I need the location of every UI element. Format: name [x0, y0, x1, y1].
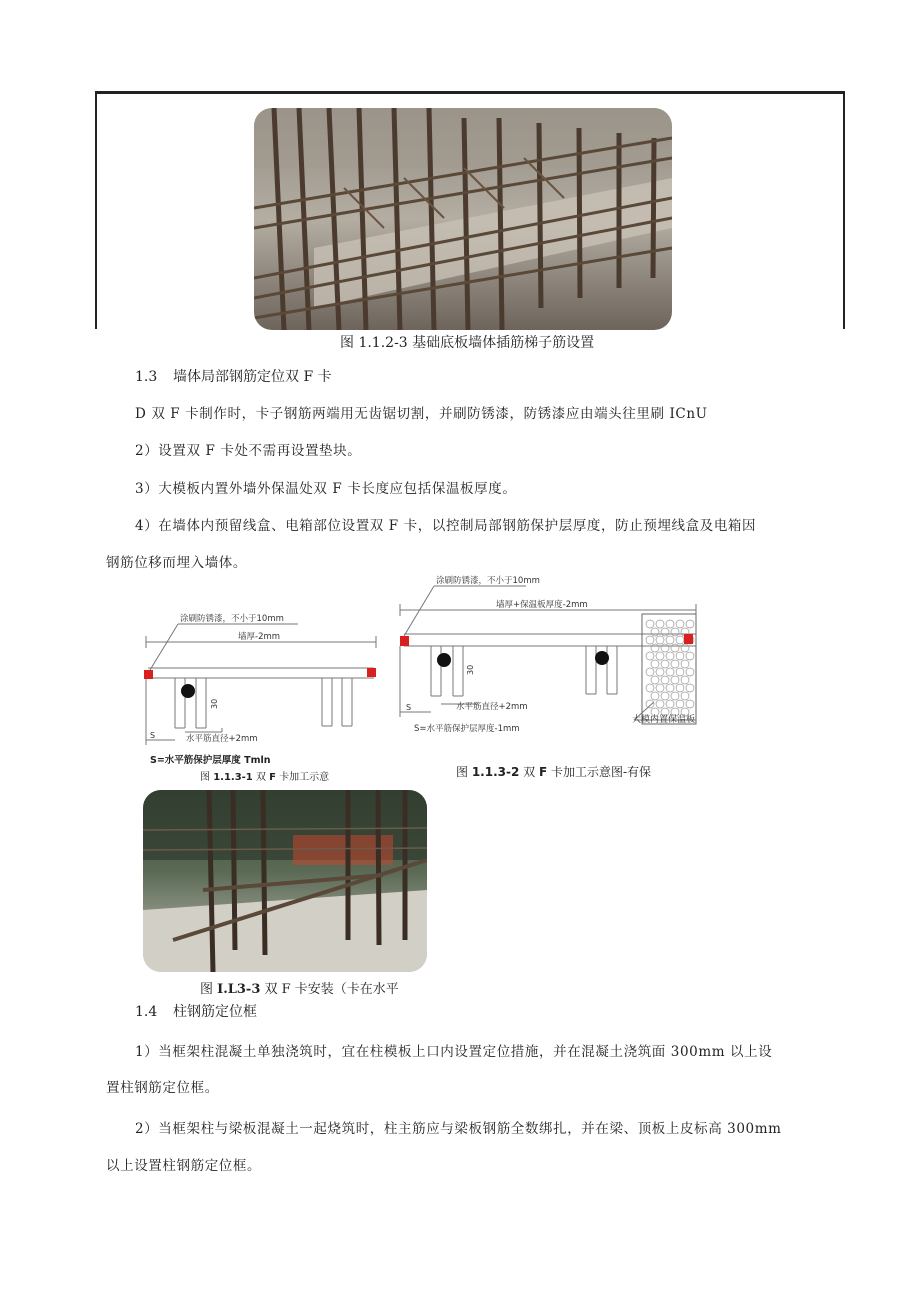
diagram-left-caption-prefix: 图: [200, 772, 214, 783]
figure3-caption: [200, 978, 399, 997]
diagram-left-svg: [138, 600, 388, 750]
diagram-right-label-note: S=水平筋保护层厚度-1mm: [414, 724, 520, 734]
diagram-left-label-30: 30: [210, 698, 219, 709]
section-1-4-number: 1.4: [135, 1004, 158, 1020]
section-1-4-line-2: 置柱钢筋定位框。: [106, 1080, 219, 1096]
diagram-left-label-s: S: [150, 731, 156, 740]
section-1-4-line-3: 2）当框架柱与梁板混凝土一起烧筑时，柱主筋应与梁板钢筋全数绑扎，并在梁、顶板上皮标高 300mm: [135, 1121, 782, 1137]
diagram-right-caption: [456, 763, 651, 780]
section-1-4-heading: [135, 1001, 257, 1021]
diagram-left-marker-right: [367, 668, 376, 677]
diagram-left-marker-left: [144, 670, 153, 679]
section-1-4-title: 柱钢筋定位框: [173, 1004, 257, 1020]
section-1-3-item-2: 2）设置双 F 卡处不需再设置垫块。: [135, 443, 362, 459]
photo-double-f-install: [143, 790, 427, 972]
diagram-right-label-insul: 大模内置保温板: [632, 715, 696, 725]
diagram-right-marker-right: [684, 634, 693, 644]
diagram-left-rebar: [181, 684, 195, 698]
photo-ladder-rebar-image: [254, 108, 672, 330]
diagram-right-rebar-right: [595, 651, 609, 665]
section-1-3-title: 墙体局部钢筋定位双 F 卡: [173, 369, 332, 385]
diagram-right: [396, 572, 726, 744]
section-1-3-heading: [135, 366, 332, 386]
diagram-right-caption-f: F: [538, 765, 548, 779]
diagram-left-label-rebar: 水平筋直径+2mm: [186, 734, 258, 744]
diagram-right-caption-prefix: 图: [456, 765, 472, 779]
diagram-left-caption-f: F: [269, 772, 276, 783]
diagram-right-caption-rest: 卡加工示意图-有保: [547, 765, 652, 779]
diagram-left-caption: [200, 768, 329, 783]
section-1-4-line-1: 1）当框架柱混凝土单独浇筑时，宜在柱模板上口内设置定位措施，并在混凝土浇筑面 300mm 以上设: [135, 1044, 773, 1060]
section-1-3-item-3: 3）大模板内置外墙外保温处双 F 卡长度应包括保温板厚度。: [135, 481, 517, 497]
photo-double-f-install-image: [143, 790, 427, 972]
diagram-right-label-s: S: [406, 703, 412, 712]
section-1-3-item-4: 4）在墙体内预留线盒、电箱部位设置双 F 卡，以控制局部钢筋保护层厚度，防止预埋线盒及电箱因: [135, 518, 757, 534]
photo-ladder-rebar: [254, 108, 672, 330]
diagram-left-label-paint: 涂刷防锈漆，不小于10mm: [180, 614, 284, 624]
diagram-right-caption-mid: 双: [519, 765, 539, 779]
figure1-caption: 图 1.1.2-3 基础底板墙体插筋梯子筋设置: [340, 335, 595, 351]
section-1-3-item-4-cont: 钢筋位移而埋入墙体。: [106, 555, 247, 571]
diagram-right-label-rebar: 水平筋直径+2mm: [456, 702, 528, 712]
diagram-left-caption-num: 1.1.3-1: [213, 772, 253, 783]
diagram-right-label-30: 30: [466, 664, 475, 675]
diagram-left-label-wall: 墙厚-2mm: [238, 632, 281, 642]
diagram-left-note: S=水平筋保护层厚度 Tmln: [150, 755, 271, 766]
diagram-right-svg: [396, 572, 726, 744]
figure3-caption-rest: 双 F 卡安装（卡在水平: [260, 982, 399, 997]
figure3-caption-num: I.L3-3: [217, 982, 261, 997]
diagram-left-caption-mid: 双: [252, 772, 270, 783]
section-1-3-item-1: D 双 F 卡制作时，卡子钢筋两端用无齿锯切割，并刷防锈漆，防锈漆应由端头往里刷 ICnU: [135, 406, 708, 422]
diagram-right-rebar-left: [437, 653, 451, 667]
diagram-right-label-paint: 涂刷防锈漆，不小于10mm: [436, 576, 540, 586]
section-1-4-line-4: 以上设置柱钢筋定位框。: [106, 1158, 262, 1174]
diagram-right-label-wall: 墙厚+保温板厚度-2mm: [496, 600, 588, 610]
diagram-left: [138, 600, 388, 750]
diagram-right-caption-num: 1.1.3-2: [471, 765, 520, 779]
figure3-caption-prefix: 图: [200, 982, 218, 997]
diagram-left-caption-rest: 卡加工示意: [275, 772, 330, 783]
diagram-right-marker-left: [400, 636, 409, 646]
section-1-3-number: 1.3: [135, 369, 158, 385]
